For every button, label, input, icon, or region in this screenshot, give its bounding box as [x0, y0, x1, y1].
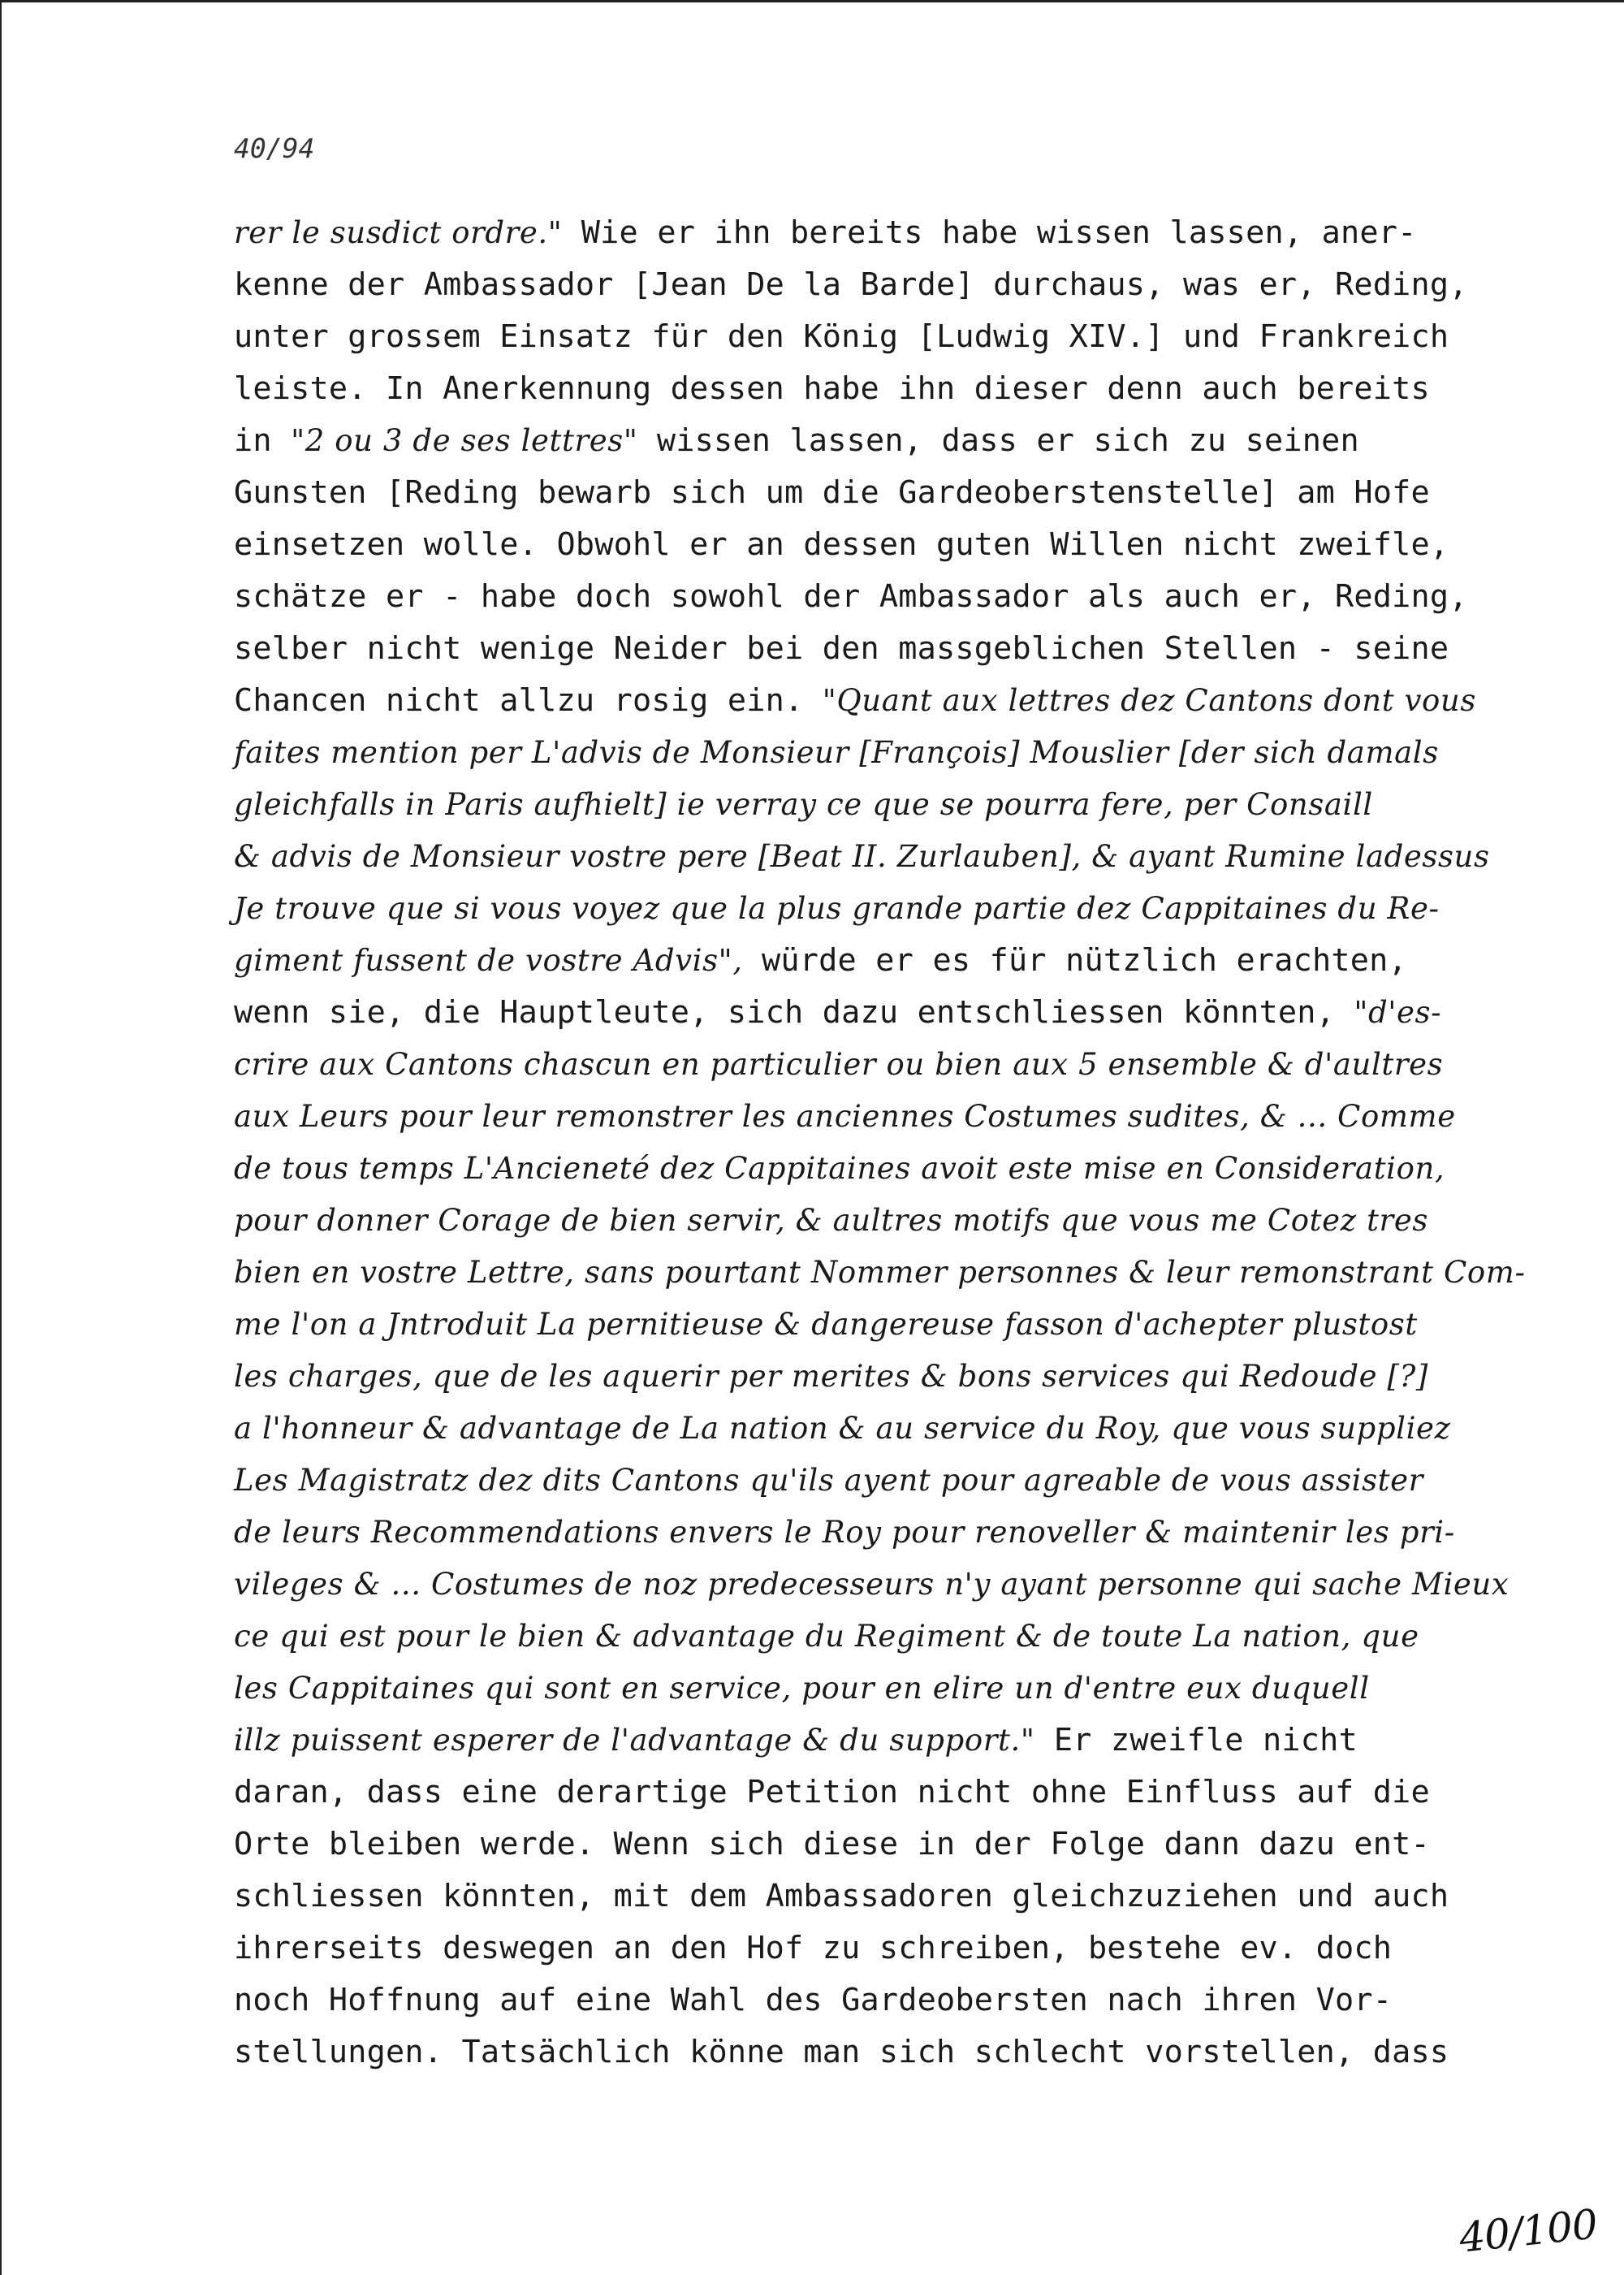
text-segment: Chancen nicht allzu rosig ein.	[234, 682, 823, 719]
quoted-french-text: de leurs Recommendations envers le Roy pour renoveller & maintenir les pri-	[234, 1515, 1455, 1550]
quoted-french-text: pour donner Corage de bien servir, & aultres motifs que vous me Cotez tres	[234, 1203, 1428, 1238]
text-segment: unter grossem Einsatz für den König [Ludwig XIV.] und Frankreich	[234, 318, 1449, 355]
quoted-french-text: me l'on a Jntroduit La pernitieuse & dangereuse fasson d'achepter plustost	[234, 1307, 1418, 1342]
text-segment: noch Hoffnung auf eine Wahl des Gardeobersten nach ihren Vor-	[234, 1982, 1393, 2018]
quoted-french-text: "2 ou 3 de ses lettres"	[291, 423, 638, 458]
text-segment: einsetzen wolle. Obwohl er an dessen guten Willen nicht zweifle,	[234, 526, 1449, 563]
quoted-french-text: les charges, que de les aquerir per merites & bons services qui Redoude [?]	[234, 1359, 1428, 1394]
text-segment: in	[234, 422, 292, 459]
text-line	[234, 1663, 1533, 1715]
page-number: 40/94	[234, 132, 315, 164]
text-segment: ihrerseits deswegen an den Hof zu schreiben, bestehe ev. doch	[234, 1930, 1393, 1966]
quoted-french-text: & advis de Monsieur vostre pere [Beat II. Zurlauben], & ayant Rumine ladessus	[234, 839, 1490, 874]
text-line	[234, 1247, 1533, 1299]
text-line	[234, 1403, 1533, 1455]
text-segment: stellungen. Tatsächlich könne man sich schlecht vorstellen, dass	[234, 2034, 1449, 2070]
text-line	[234, 987, 1533, 1039]
text-line	[234, 1091, 1533, 1143]
body-text	[234, 207, 1533, 2078]
text-line	[234, 1819, 1533, 1871]
quoted-french-text: "d'es-	[1354, 995, 1442, 1030]
quoted-french-text: gleichfalls in Paris aufhielt] ie verray ce que se pourra fere, per Consaill	[234, 787, 1373, 822]
text-segment: kenne der Ambassador [Jean De la Barde] durchaus, was er, Reding,	[234, 266, 1468, 303]
quoted-french-text: aux Leurs pour leur remonstrer les anciennes Costumes sudites, & ... Comme	[234, 1099, 1456, 1134]
text-line	[234, 1351, 1533, 1403]
quoted-french-text: rer le susdict ordre."	[234, 215, 563, 250]
text-segment: selber nicht wenige Neider bei den massgeblichen Stellen - seine	[234, 630, 1449, 667]
text-line	[234, 727, 1533, 779]
text-line	[234, 1039, 1533, 1091]
text-line	[234, 1923, 1533, 1974]
text-line	[234, 883, 1533, 935]
text-line	[234, 571, 1533, 623]
text-line	[234, 1974, 1533, 2026]
text-segment: Er zweifle nicht	[1034, 1722, 1358, 1758]
text-line	[234, 207, 1533, 259]
text-line	[234, 779, 1533, 831]
text-line	[234, 623, 1533, 675]
quoted-french-text: illz puissent esperer de l'advantage & du support."	[234, 1723, 1035, 1758]
text-segment: Wie er ihn bereits habe wissen lassen, aner-	[562, 214, 1417, 251]
quoted-french-text: "Quant aux lettres dez Cantons dont vous	[822, 683, 1476, 718]
quoted-french-text: bien en vostre Lettre, sans pourtant Nommer personnes & leur remonstrant Com-	[234, 1255, 1526, 1290]
text-line	[234, 1871, 1533, 1923]
quoted-french-text: giment fussent de vostre Advis",	[234, 943, 743, 978]
text-line	[234, 1143, 1533, 1195]
quoted-french-text: de tous temps L'Ancieneté dez Cappitaines avoit este mise en Consideration,	[234, 1151, 1445, 1186]
quoted-french-text: crire aux Cantons chascun en particulier ou bien aux 5 ensemble & d'aultres	[234, 1047, 1444, 1082]
quoted-french-text: Je trouve que si vous voyez que la plus grande partie dez Cappitaines du Re-	[234, 891, 1440, 926]
text-line	[234, 363, 1533, 415]
text-line	[234, 259, 1533, 311]
handwritten-page-stamp: 40/100	[1457, 2200, 1600, 2262]
text-line	[234, 675, 1533, 727]
text-line	[234, 311, 1533, 363]
text-line	[234, 519, 1533, 571]
quoted-french-text: Les Magistratz dez dits Cantons qu'ils ayent pour agreable de vous assister	[234, 1463, 1423, 1498]
text-line	[234, 1507, 1533, 1559]
text-segment: daran, dass eine derartige Petition nicht ohne Einfluss auf die	[234, 1774, 1430, 1810]
text-line	[234, 1559, 1533, 1611]
text-line	[234, 831, 1533, 883]
quoted-french-text: ce qui est pour le bien & advantage du Regiment & de toute La nation, que	[234, 1619, 1419, 1654]
quoted-french-text: faites mention per L'advis de Monsieur [François] Mouslier [der sich damals	[234, 735, 1439, 770]
text-line	[234, 1299, 1533, 1351]
text-segment: leiste. In Anerkennung dessen habe ihn dieser denn auch bereits	[234, 370, 1430, 407]
text-segment: würde er es für nützlich erachten,	[742, 942, 1407, 979]
text-line	[234, 467, 1533, 519]
quoted-french-text: les Cappitaines qui sont en service, pour en elire un d'entre eux duquell	[234, 1671, 1370, 1706]
text-line	[234, 1715, 1533, 1767]
text-segment: wenn sie, die Hauptleute, sich dazu entschliessen könnten,	[234, 994, 1354, 1031]
text-segment: schliessen könnten, mit dem Ambassadoren gleichzuziehen und auch	[234, 1878, 1449, 1914]
text-line	[234, 2026, 1533, 2078]
text-segment: wissen lassen, dass er sich zu seinen	[637, 422, 1359, 459]
text-segment: Gunsten [Reding bewarb sich um die Gardeoberstenstelle] am Hofe	[234, 474, 1430, 511]
text-line	[234, 415, 1533, 467]
text-line	[234, 1767, 1533, 1819]
quoted-french-text: a l'honneur & advantage de La nation & au service du Roy, que vous suppliez	[234, 1411, 1451, 1446]
text-line	[234, 935, 1533, 987]
text-line	[234, 1195, 1533, 1247]
quoted-french-text: vileges & ... Costumes de noz predecesseurs n'y ayant personne qui sache Mieux	[234, 1567, 1510, 1602]
text-segment: Orte bleiben werde. Wenn sich diese in der Folge dann dazu ent-	[234, 1826, 1430, 1862]
text-line	[234, 1455, 1533, 1507]
text-segment: schätze er - habe doch sowohl der Ambassador als auch er, Reding,	[234, 578, 1468, 615]
text-line	[234, 1611, 1533, 1663]
